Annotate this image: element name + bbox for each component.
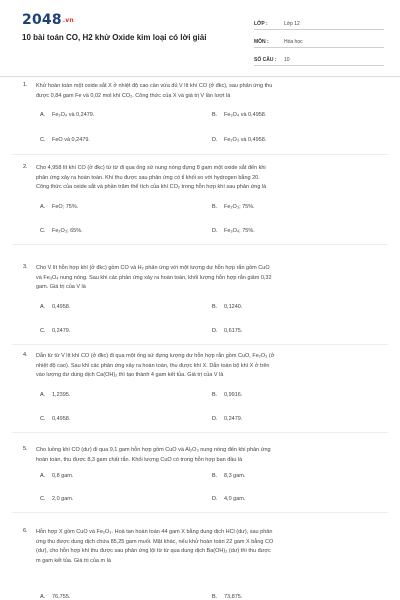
question-text [36, 528, 382, 566]
question-line: (dư), cho hỗn hợp khí thu được sau phản ứng lội từ từ qua dung dịch Ba(OH)₂ (dư) thì thu được [36, 548, 271, 554]
document-title: 10 bài toán CO, H2 khử Oxide kim loại có lời giải [22, 33, 207, 42]
option-letter: C. [40, 137, 46, 143]
question-text [36, 164, 382, 193]
meta-row-count [254, 52, 384, 66]
option-text: 0,4958. [52, 416, 71, 422]
option-c[interactable] [40, 137, 90, 143]
option-letter: A. [40, 392, 46, 398]
option-letter: D. [212, 137, 218, 143]
question-text [36, 82, 382, 101]
option-text: Fe₃O₄ và 0,4958. [224, 112, 267, 118]
option-text: Fe₂O₃ và 0,4958. [224, 137, 267, 143]
option-letter: A. [40, 304, 46, 310]
option-text: 8,3 gam. [224, 473, 246, 479]
option-a[interactable] [40, 112, 94, 118]
question-line: Cho 4,958 lít khí CO (ở đkc) từ từ đi qua ống sứ nung nóng đựng 8 gam một oxide sắt đến khi [36, 165, 266, 171]
question-number: 4. [23, 352, 28, 358]
meta-value: Lớp 12 [284, 21, 300, 27]
option-letter: B. [212, 473, 218, 479]
option-letter: B. [212, 304, 218, 310]
question-line: phản ứng xảy ra hoàn toàn. Khí thu được sau phản ứng có tỉ khối so với hydrogen bằng 20. [36, 174, 260, 181]
header-divider [0, 76, 400, 77]
meta-row-subject [254, 34, 384, 48]
option-text: 0,6175. [224, 328, 243, 334]
option-b[interactable] [212, 594, 242, 600]
option-letter: B. [212, 392, 218, 398]
option-text: 76,755. [52, 594, 71, 600]
option-d[interactable] [212, 496, 245, 502]
meta-row-grade [254, 16, 384, 30]
option-letter: A. [40, 473, 46, 479]
option-c[interactable] [40, 328, 70, 334]
option-letter: B. [212, 594, 218, 600]
question-number: 2. [23, 164, 28, 170]
option-d[interactable] [212, 228, 255, 234]
option-a[interactable] [40, 304, 70, 310]
option-letter: A. [40, 594, 46, 600]
option-letter: C. [40, 416, 46, 422]
question-line: Khử hoàn toàn một oxide sắt X ở nhiệt độ cao cần vừa đủ V lít khí CO (ở đkc), sau phản ứng thu [36, 83, 273, 89]
question-number: 6. [23, 528, 28, 534]
site-logo[interactable] [22, 12, 74, 28]
option-c[interactable] [40, 416, 70, 422]
option-text: FeO; 75%. [52, 204, 79, 210]
meta-value: 10 [284, 57, 290, 63]
option-letter: B. [212, 112, 218, 118]
meta-value: Hóa học [284, 39, 303, 45]
option-text: 0,8 gam. [52, 473, 74, 479]
option-c[interactable] [40, 496, 73, 502]
option-c[interactable] [40, 228, 83, 234]
option-text: Fe₂O₃; 65%. [52, 228, 83, 234]
document-meta [254, 16, 384, 70]
question-line: được 0,84 gam Fe và 0,02 mol khí CO₂. Công thức của X và giá trị V lần lượt là [36, 92, 231, 99]
document-header [0, 0, 400, 64]
question-line: Cho luồng khí CO (dư) đi qua 9,1 gam hỗn hợp gồm CuO và Al₂O₃ nung nóng đến khi phản ứng [36, 447, 271, 453]
option-letter: D. [212, 328, 218, 334]
question-text [36, 264, 382, 293]
question-line: nhiệt độ cao). Sau khi các phản ứng xảy ra hoàn toàn, thu được khí X. Dẫn toàn bộ khí X ở trên [36, 362, 270, 369]
option-letter: C. [40, 496, 46, 502]
question-number: 3. [23, 264, 28, 270]
question-divider [12, 432, 388, 433]
question-line: Công thức của oxide sắt và phần trăm thể tích của khí CO₂ trong hỗn hợp khí sau phản ứng là [36, 184, 267, 190]
option-a[interactable] [40, 204, 78, 210]
option-b[interactable] [212, 473, 245, 479]
question-line: và Fe₃O₄ nung nóng. Sau khi các phản ứng xảy ra hoàn toàn, khối lượng hỗn hợp rắn giảm 0,32 [36, 274, 272, 281]
question-number: 1. [23, 82, 28, 88]
option-b[interactable] [212, 304, 242, 310]
option-text: 0,1240. [224, 304, 243, 310]
meta-label: LỚP : [254, 21, 268, 27]
question-line: m gam kết tủa. Giá trị của m là [36, 557, 111, 564]
question-line: hoàn toàn, thu được 8,3 gam chất rắn. Khối lượng CuO có trong hỗn hợp ban đầu là [36, 456, 243, 463]
option-letter: C. [40, 328, 46, 334]
question-divider [12, 244, 388, 245]
option-a[interactable] [40, 473, 73, 479]
question-line: gam. Giá trị của V là [36, 284, 86, 290]
option-text: 0,2479. [52, 328, 71, 334]
question-line: Dẫn từ từ V lít khí CO (ở đkc) đi qua một ống sứ đựng lượng dư hỗn hợp rắn gồm CuO, Fe₂O₃ (ở [36, 353, 275, 359]
meta-label: MÔN : [254, 39, 269, 45]
option-d[interactable] [212, 137, 266, 143]
logo-suffix: .vn [62, 17, 74, 24]
option-d[interactable] [212, 416, 242, 422]
question-divider [12, 344, 388, 345]
question-line: Cho V lít hỗn hợp khí (ở đkc) gồm CO và H₂ phản ứng với một lượng dư hỗn hợp rắn gồm CuO [36, 265, 270, 271]
logo-text: 2048 [22, 12, 62, 28]
option-text: 73,875. [224, 594, 243, 600]
option-b[interactable] [212, 112, 266, 118]
option-letter: D. [212, 416, 218, 422]
option-text: 0,9916. [224, 392, 243, 398]
option-a[interactable] [40, 392, 70, 398]
question-line: ứng thu được dung dịch chứa 85,25 gam muối. Mặt khác, nếu khử hoàn toàn 22 gam X bằng CO [36, 538, 274, 545]
question-text [36, 352, 382, 381]
option-text: Fe₃O₄ và 0,2479. [52, 112, 95, 118]
option-letter: A. [40, 112, 46, 118]
option-text: Fe₂O₃; 75%. [224, 204, 255, 210]
option-d[interactable] [212, 328, 242, 334]
option-letter: A. [40, 204, 46, 210]
option-b[interactable] [212, 392, 242, 398]
option-text: 0,2479. [224, 416, 243, 422]
question-text [36, 446, 382, 465]
option-letter: D. [212, 228, 218, 234]
option-text: 0,4958. [52, 304, 71, 310]
question-line: vào lượng dư dung dịch Ca(OH)₂ thì tạo thành 4 gam kết tủa. Giá trị của V là [36, 372, 224, 378]
question-divider [12, 512, 388, 513]
option-text: Fe₃O₄; 75%. [224, 228, 255, 234]
meta-label: SỐ CÂU : [254, 57, 277, 63]
question-line: Hỗn hợp X gồm CuO và Fe₂O₃. Hoà tan hoàn toàn 44 gam X bằng dung dịch HCl (dư), sau phản [36, 529, 273, 535]
option-text: 4,0 gam. [224, 496, 246, 502]
option-letter: B. [212, 204, 218, 210]
option-text: FeO và 0,2479. [52, 137, 90, 143]
option-letter: C. [40, 228, 46, 234]
question-number: 5. [23, 446, 28, 452]
option-a[interactable] [40, 594, 70, 600]
question-divider [12, 154, 388, 155]
option-letter: D. [212, 496, 218, 502]
option-text: 2,0 gam. [52, 496, 74, 502]
option-text: 1,2395. [52, 392, 71, 398]
option-b[interactable] [212, 204, 255, 210]
